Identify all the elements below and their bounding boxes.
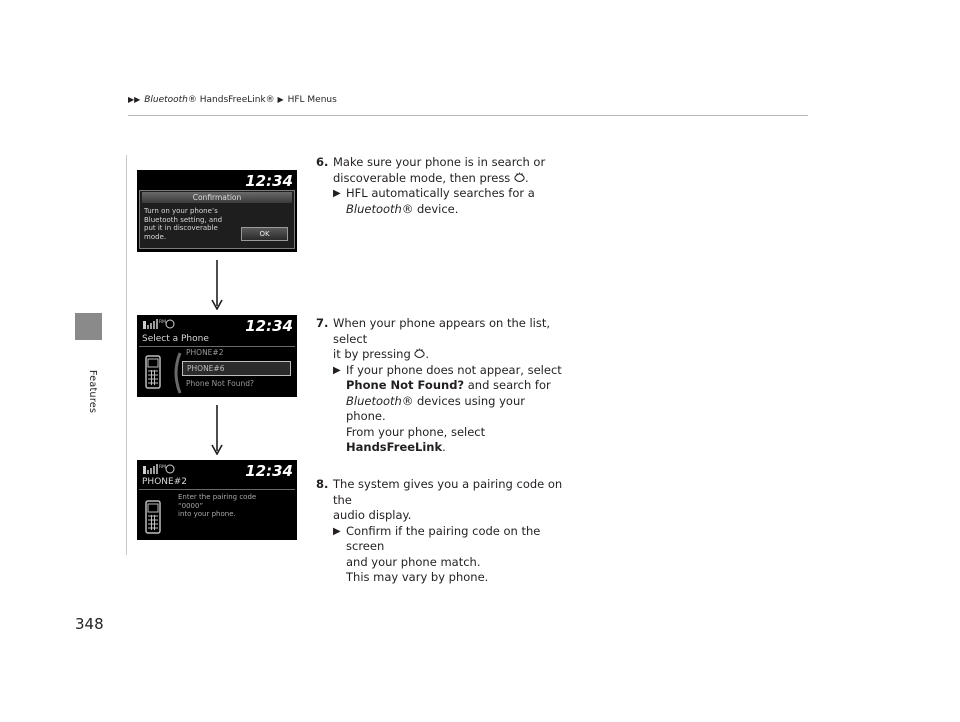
step-number: 7. <box>316 316 329 330</box>
clock-time: 12:34 <box>245 172 293 190</box>
result-arrow-icon: ▶ <box>333 525 341 537</box>
step-8 <box>316 477 566 586</box>
clock-time: 12:34 <box>245 462 293 480</box>
screen-heading: Select a Phone <box>142 334 209 344</box>
step-text-line2: audio display. <box>333 508 412 522</box>
phone-not-found-item[interactable]: Phone Not Found? <box>186 379 255 388</box>
header-rule <box>128 115 808 116</box>
step-number: 8. <box>316 477 329 491</box>
phone-icon <box>145 355 161 389</box>
phone-icon <box>145 500 161 534</box>
breadcrumb-bluetooth: Bluetooth <box>144 95 188 105</box>
step-text-line2: it by pressing . <box>333 347 430 361</box>
confirmation-screen <box>137 170 297 252</box>
selector-knob-icon <box>514 172 525 183</box>
selector-knob-icon <box>414 348 425 359</box>
screen-heading: PHONE#2 <box>142 477 187 487</box>
breadcrumb <box>128 95 337 105</box>
figure-divider <box>126 155 127 555</box>
confirmation-dialog <box>139 190 295 249</box>
step-6 <box>316 155 566 217</box>
pairing-message: Enter the pairing code “0000” into your phone. <box>178 493 257 518</box>
phone-list-item[interactable]: PHONE#2 <box>186 348 224 357</box>
step-text-line2: discoverable mode, then press . <box>333 170 529 185</box>
scroll-arc-icon <box>170 351 182 395</box>
result-arrow-icon: ▶ <box>333 364 341 376</box>
breadcrumb-handsfreelink: ® HandsFreeLink® <box>187 95 275 105</box>
clock-time: 12:34 <box>245 317 293 335</box>
page-number: 348 <box>75 615 104 633</box>
step-number: 6. <box>316 155 329 169</box>
signal-status-icon <box>143 318 177 332</box>
breadcrumb-arrow-icon: ▶▶ <box>128 95 141 104</box>
ok-button[interactable]: OK <box>241 227 288 241</box>
dialog-message: Turn on your phone’s Bluetooth setting, and put it in discoverable mode. <box>144 207 223 241</box>
phone-list-item-selected[interactable]: PHONE#6 <box>182 361 291 376</box>
result-arrow-icon: ▶ <box>333 188 341 199</box>
step-text: When your phone appears on the list, select <box>333 316 551 346</box>
breadcrumb-arrow-icon: ▶ <box>277 95 284 104</box>
pairing-code-screen <box>137 460 297 540</box>
down-arrow-icon <box>211 405 223 455</box>
section-label: Features <box>87 370 98 414</box>
status-rm: RM <box>159 320 167 325</box>
step-7 <box>316 316 566 456</box>
select-phone-screen <box>137 315 297 397</box>
breadcrumb-hfl-menus: HFL Menus <box>287 95 337 105</box>
status-rm: RM <box>159 465 167 470</box>
section-tab <box>75 313 102 340</box>
step-6-note: ▶ HFL automatically searches for a Bluetooth® device. <box>333 186 535 216</box>
down-arrow-icon <box>211 260 223 310</box>
step-7-note: ▶ If your phone does not appear, select Phone Not Found? and search for Bluetooth® devices using your phone. From your phone, select HandsFreeLink. <box>333 362 562 454</box>
dialog-title: Confirmation <box>142 192 292 203</box>
signal-status-icon <box>143 463 177 477</box>
heading-divider <box>139 489 295 490</box>
step-text: Make sure your phone is in search or <box>333 155 546 169</box>
step-8-note: ▶ Confirm if the pairing code on the screen and your phone match. This may vary by phone. <box>333 523 541 584</box>
step-text: The system gives you a pairing code on the <box>333 477 563 507</box>
